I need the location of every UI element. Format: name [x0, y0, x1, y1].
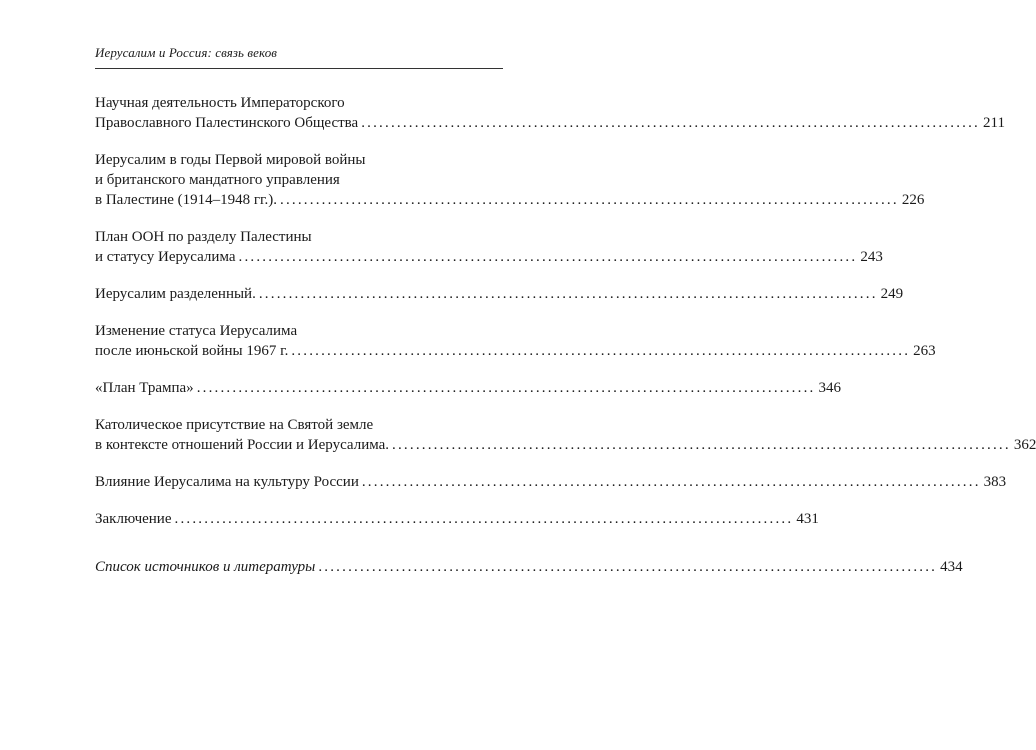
toc-entry: [95, 415, 1036, 455]
toc-entry: [95, 472, 1007, 492]
toc-entry-line: и британского мандатного управления: [95, 172, 340, 188]
toc-entry-title: Иерусалим разделенный.: [95, 286, 256, 302]
toc-entry-title: после июньской войны 1967 г.: [95, 343, 289, 359]
toc-page-number: 211: [983, 115, 1005, 131]
toc-entry-title: в Палестине (1914–1948 гг.).: [95, 192, 277, 208]
toc-entry-title: Список источников и литературы: [95, 559, 316, 575]
toc-page-number: 431: [796, 511, 819, 527]
toc-page-number: 226: [901, 192, 925, 208]
toc-entry-title: в контексте отношений России и Иерусалима.: [95, 437, 390, 453]
toc-leader-dots: ........................................................................................................: [258, 286, 878, 302]
toc-entry: [95, 150, 925, 210]
toc-leader-dots: ........................................................................................................: [291, 343, 911, 359]
toc-page-number: 434: [940, 559, 963, 575]
toc-leader-dots: ........................................................................................................: [318, 559, 938, 575]
header-rule: [95, 68, 503, 69]
toc-entry: [95, 284, 904, 304]
toc-page-number: 243: [860, 249, 883, 265]
toc-entry-title: Православного Палестинского Общества: [95, 115, 359, 131]
toc-leader-dots: ........................................................................................................: [280, 192, 899, 208]
toc-entry: [95, 227, 883, 267]
toc-page-number: 263: [913, 343, 936, 359]
toc-leader-dots: ........................................................................................................: [238, 249, 858, 265]
toc-entry: [95, 378, 841, 398]
toc-entry-line: Изменение статуса Иерусалима: [95, 323, 298, 339]
toc-entry-line: Научная деятельность Императорского: [95, 95, 345, 111]
toc-entry: [95, 509, 819, 529]
toc-page-number: 346: [818, 380, 841, 396]
toc-entry: [95, 321, 936, 361]
toc-entry-bibliography: [95, 557, 963, 577]
toc-entry: [95, 93, 1005, 133]
toc-entry-title: Влияние Иерусалима на культуру России: [95, 474, 359, 490]
toc-leader-dots: ........................................................................................................: [361, 115, 981, 131]
toc-page-number: 249: [880, 286, 904, 302]
toc-entry-title: и статусу Иерусалима: [95, 249, 236, 265]
toc-page-number: 362: [1013, 437, 1036, 453]
toc-entry-line: План ООН по разделу Палестины: [95, 229, 312, 245]
toc-entry-title: «План Трампа»: [95, 380, 194, 396]
running-head: Иерусалим и Россия: связь веков: [95, 45, 278, 60]
toc-entry-line: Иерусалим в годы Первой мировой войны: [95, 152, 366, 168]
toc-entry-line: Католическое присутствие на Святой земле: [95, 417, 374, 433]
toc-leader-dots: ........................................................................................................: [196, 380, 816, 396]
toc-leader-dots: ........................................................................................................: [174, 511, 794, 527]
table-of-contents: [95, 93, 1036, 594]
toc-page-number: 383: [983, 474, 1007, 490]
toc-leader-dots: ........................................................................................................: [392, 437, 1011, 453]
toc-leader-dots: ........................................................................................................: [361, 474, 981, 490]
toc-entry-title: Заключение: [95, 511, 172, 527]
